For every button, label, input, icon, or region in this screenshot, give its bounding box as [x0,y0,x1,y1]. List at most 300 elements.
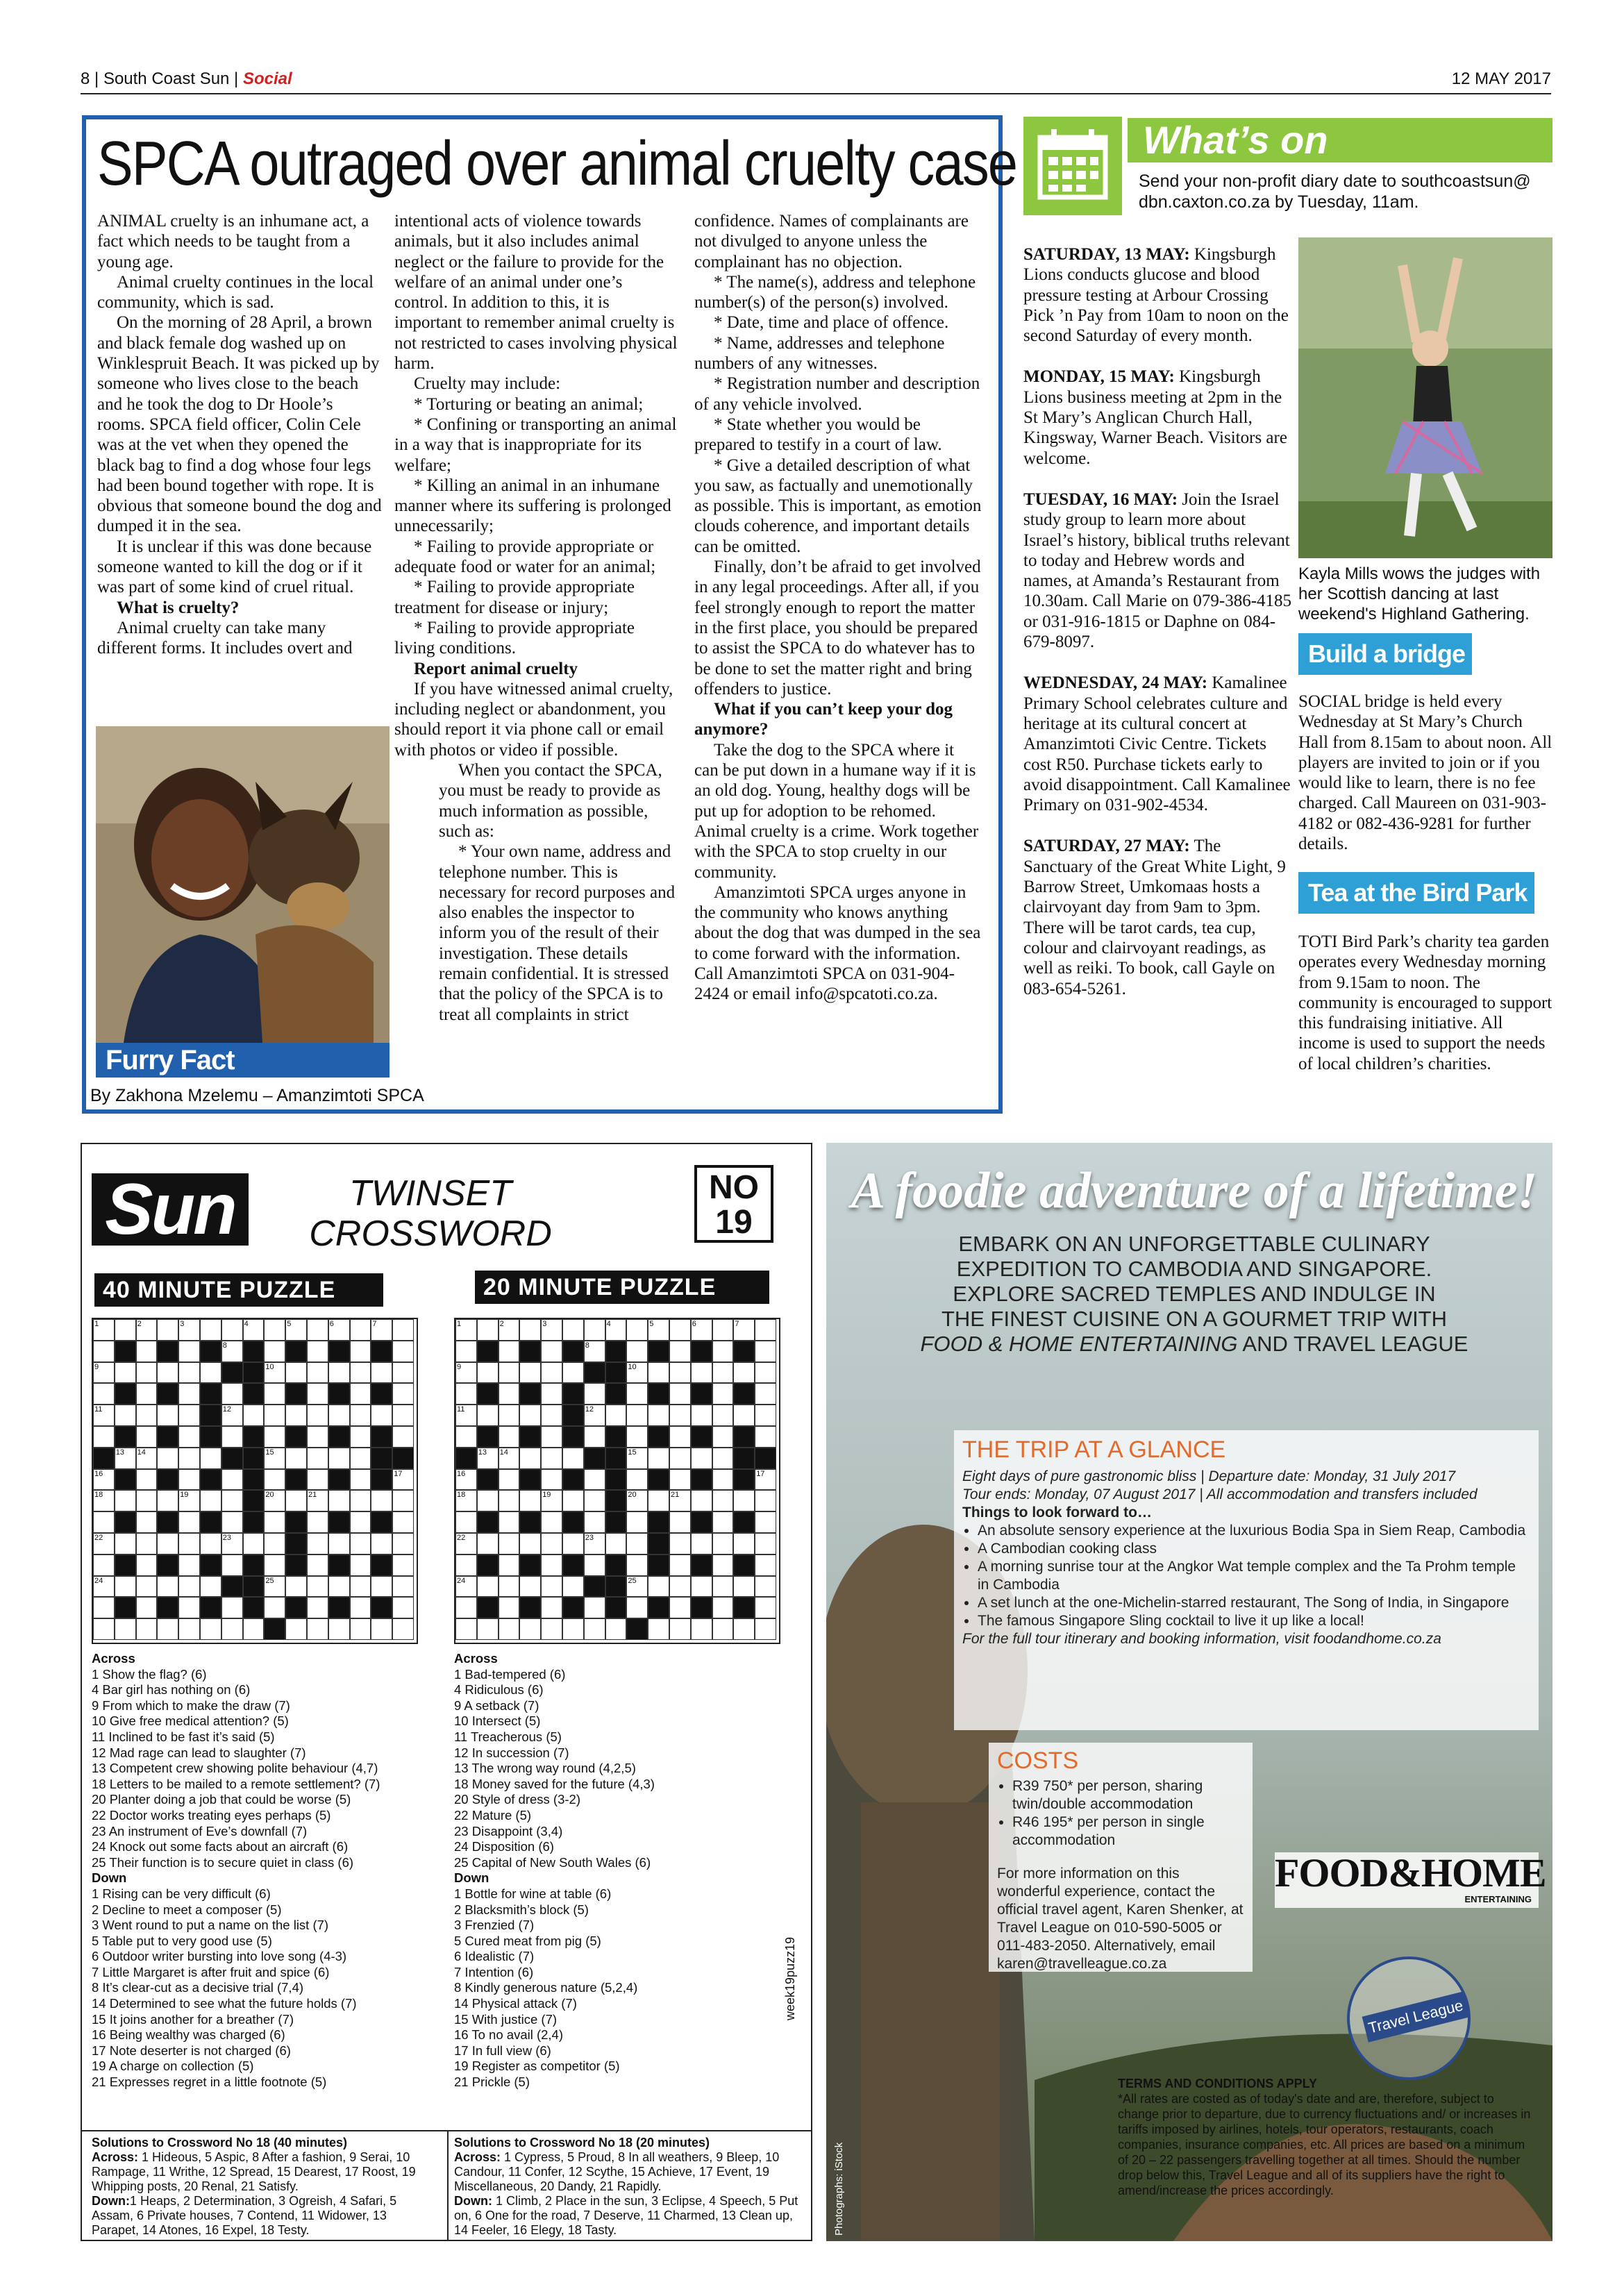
grid-cell[interactable] [178,1511,200,1533]
grid-cell[interactable] [541,1405,562,1426]
grid-cell[interactable] [626,1383,648,1405]
grid-cell[interactable] [499,1383,520,1405]
grid-cell[interactable] [541,1576,562,1598]
grid-cell[interactable] [669,1426,691,1448]
grid-cell[interactable] [328,1490,350,1511]
grid-cell[interactable] [371,1405,392,1426]
grid-cell[interactable] [755,1405,776,1426]
grid-cell[interactable] [562,1618,584,1640]
grid-cell[interactable] [648,1405,669,1426]
article-column-1 [97,211,383,659]
grid-cell[interactable] [243,1618,265,1640]
grid-cell[interactable] [115,1319,136,1341]
grid-cell[interactable] [307,1405,328,1426]
grid-cell[interactable] [115,1490,136,1511]
grid-cell[interactable] [136,1490,158,1511]
grid-cell[interactable] [392,1405,414,1426]
grid-cell[interactable] [157,1576,178,1598]
grid-cell[interactable] [136,1362,158,1384]
grid-cell[interactable] [626,1469,648,1491]
grid-cell[interactable] [626,1341,648,1362]
grid-cell[interactable] [733,1533,755,1555]
grid-cell[interactable] [350,1405,371,1426]
grid-cell[interactable] [136,1511,158,1533]
grid-cell[interactable] [584,1319,605,1341]
grid-cell[interactable] [755,1618,776,1640]
grid-cell[interactable] [541,1341,562,1362]
grid-cell[interactable] [178,1383,200,1405]
grid-cell[interactable] [115,1362,136,1384]
grid-cell[interactable] [392,1618,414,1640]
grid-cell[interactable] [712,1405,734,1426]
grid-cell[interactable] [221,1618,243,1640]
grid-cell[interactable] [178,1362,200,1384]
grid-cell[interactable] [350,1597,371,1618]
grid-cell[interactable] [392,1341,414,1362]
grid-cell[interactable] [626,1597,648,1618]
grid-cell[interactable] [477,1533,499,1555]
grid-cell[interactable] [584,1618,605,1640]
grid-block [221,1362,243,1384]
grid-cell[interactable] [392,1555,414,1576]
grid-cell[interactable] [519,1362,541,1384]
grid-cell[interactable] [712,1469,734,1491]
grid-cell[interactable] [264,1405,285,1426]
grid-cell[interactable] [285,1490,307,1511]
grid-cell[interactable] [541,1597,562,1618]
grid-cell[interactable] [350,1383,371,1405]
grid-cell[interactable] [626,1511,648,1533]
grid-cell[interactable] [371,1533,392,1555]
grid-cell[interactable] [541,1511,562,1533]
grid-cell[interactable] [519,1533,541,1555]
grid-cell[interactable] [626,1405,648,1426]
grid-cell[interactable] [541,1469,562,1491]
grid-cell[interactable] [392,1533,414,1555]
grid-cell[interactable] [712,1319,734,1341]
grid-cell[interactable] [669,1405,691,1426]
grid-block [285,1555,307,1576]
grid-cell[interactable] [264,1597,285,1618]
grid-cell[interactable] [455,1426,477,1448]
grid-cell[interactable] [136,1597,158,1618]
grid-cell[interactable] [264,1511,285,1533]
grid-cell[interactable] [477,1319,499,1341]
grid-cell[interactable] [221,1511,243,1533]
grid-cell[interactable] [755,1597,776,1618]
grid-cell[interactable] [307,1555,328,1576]
grid-cell[interactable] [264,1426,285,1448]
grid-cell[interactable] [669,1469,691,1491]
grid-cell[interactable] [755,1426,776,1448]
grid-cell[interactable] [691,1490,712,1511]
grid-cell[interactable] [648,1618,669,1640]
grid-cell[interactable] [712,1341,734,1362]
grid-cell[interactable] [626,1426,648,1448]
grid-cell[interactable] [691,1618,712,1640]
grid-cell[interactable] [499,1426,520,1448]
grid-cell[interactable] [285,1362,307,1384]
grid-cell[interactable] [455,1341,477,1362]
article-paragraph: * Date, time and place of offence. [714,313,949,333]
grid-cell[interactable] [285,1618,307,1640]
grid-cell[interactable] [541,1383,562,1405]
grid-cell[interactable] [221,1469,243,1491]
grid-cell[interactable] [626,1555,648,1576]
grid-cell[interactable] [605,1533,627,1555]
grid-cell[interactable] [178,1576,200,1598]
grid-cell[interactable] [307,1383,328,1405]
grid-cell[interactable] [136,1618,158,1640]
grid-cell[interactable] [350,1555,371,1576]
side-code-holder [778,1882,805,2020]
grid-cell[interactable] [307,1533,328,1555]
grid-cell[interactable] [136,1341,158,1362]
glance-line: Tour ends: Monday, 07 August 2017 | All accommodation and transfers included [962,1486,1477,1502]
grid-cell[interactable] [93,1383,115,1405]
grid-cell[interactable] [626,1319,648,1341]
grid-cell[interactable] [669,1383,691,1405]
grid-cell[interactable] [669,1341,691,1362]
grid-cell[interactable] [392,1576,414,1598]
grid-cell[interactable] [328,1618,350,1640]
grid-cell[interactable] [264,1319,285,1341]
grid-cell[interactable] [584,1426,605,1448]
grid-cell[interactable] [307,1597,328,1618]
grid-cell[interactable] [541,1426,562,1448]
trip-at-glance-panel [954,1430,1539,1730]
grid-cell[interactable] [584,1597,605,1618]
grid-cell[interactable] [499,1597,520,1618]
grid-cell[interactable] [712,1490,734,1511]
grid-cell[interactable] [157,1362,178,1384]
grid-cell[interactable] [712,1362,734,1384]
grid-cell[interactable] [605,1618,627,1640]
grid-cell[interactable] [648,1576,669,1598]
grid-cell[interactable] [115,1576,136,1598]
grid-cell[interactable] [562,1362,584,1384]
grid-cell[interactable] [455,1511,477,1533]
grid-cell[interactable] [350,1319,371,1341]
grid-cell[interactable] [350,1448,371,1469]
grid-cell[interactable] [307,1319,328,1341]
grid-cell[interactable] [200,1533,221,1555]
grid-cell[interactable] [93,1555,115,1576]
grid-cell[interactable] [755,1511,776,1533]
grid-cell[interactable] [307,1469,328,1491]
grid-cell[interactable] [562,1490,584,1511]
grid-cell[interactable] [307,1576,328,1598]
grid-cell[interactable] [499,1511,520,1533]
grid-cell[interactable] [499,1341,520,1362]
grid-cell[interactable] [285,1448,307,1469]
grid-cell[interactable] [584,1555,605,1576]
grid-cell[interactable] [136,1469,158,1491]
grid-cell[interactable] [221,1597,243,1618]
grid-cell[interactable] [392,1597,414,1618]
grid-cell[interactable] [519,1618,541,1640]
grid-cell[interactable] [392,1490,414,1511]
grid-cell[interactable] [243,1405,265,1426]
grid-cell[interactable] [584,1490,605,1511]
grid-cell[interactable] [712,1597,734,1618]
food-home-logo [1275,1850,1546,1908]
grid-cell[interactable] [499,1490,520,1511]
grid-number: 1 [457,1320,462,1328]
grid-cell[interactable] [712,1383,734,1405]
advert-subtitle-line [868,1332,1521,1357]
grid-cell[interactable] [350,1618,371,1640]
grid-cell[interactable] [157,1405,178,1426]
grid-cell[interactable] [755,1341,776,1362]
grid-cell[interactable] [200,1319,221,1341]
grid-cell[interactable] [669,1319,691,1341]
grid-cell[interactable] [307,1511,328,1533]
grid-cell[interactable] [755,1319,776,1341]
grid-cell[interactable] [541,1448,562,1469]
grid-cell[interactable] [499,1576,520,1598]
grid-cell[interactable] [328,1576,350,1598]
grid-cell[interactable] [157,1618,178,1640]
grid-number: 25 [628,1576,637,1585]
grid-cell[interactable] [519,1576,541,1598]
article-paragraph: * Killing an animal in an inhumane manner where its suffering is prolonged unnecessarily; [394,476,671,536]
grid-cell[interactable] [691,1533,712,1555]
grid-cell[interactable] [371,1362,392,1384]
grid-cell[interactable] [499,1469,520,1491]
advert-title: A foodie adventure of a lifetime! [851,1162,1538,1219]
grid-block [392,1448,414,1469]
grid-cell[interactable] [669,1533,691,1555]
grid-cell[interactable] [691,1448,712,1469]
grid-cell[interactable] [350,1490,371,1511]
grid-cell[interactable] [350,1341,371,1362]
grid-cell[interactable] [371,1576,392,1598]
grid-cell[interactable] [136,1426,158,1448]
grid-cell[interactable] [350,1469,371,1491]
grid-cell[interactable] [712,1448,734,1469]
grid-cell[interactable] [648,1490,669,1511]
grid-cell[interactable] [221,1426,243,1448]
grid-cell[interactable] [392,1426,414,1448]
grid-cell[interactable] [541,1555,562,1576]
grid-cell[interactable] [221,1490,243,1511]
grid-cell[interactable] [669,1511,691,1533]
grid-cell[interactable] [264,1555,285,1576]
grid-cell[interactable] [691,1362,712,1384]
grid-cell[interactable] [157,1533,178,1555]
grid-cell[interactable] [264,1341,285,1362]
grid-cell[interactable] [626,1533,648,1555]
grid-cell[interactable] [584,1383,605,1405]
grid-cell[interactable] [541,1533,562,1555]
grid-cell[interactable] [93,1618,115,1640]
grid-cell[interactable] [477,1490,499,1511]
grid-cell[interactable] [307,1426,328,1448]
grid-block [243,1426,265,1448]
grid-number: 6 [329,1320,334,1328]
grid-cell[interactable] [584,1469,605,1491]
grid-cell[interactable] [264,1533,285,1555]
grid-cell[interactable] [755,1383,776,1405]
grid-cell[interactable] [455,1597,477,1618]
grid-cell[interactable] [350,1511,371,1533]
grid-cell[interactable] [755,1362,776,1384]
grid-cell[interactable] [136,1533,158,1555]
grid-cell[interactable] [178,1618,200,1640]
grid-cell[interactable] [584,1511,605,1533]
grid-cell[interactable] [157,1319,178,1341]
grid-cell[interactable] [93,1426,115,1448]
grid-cell[interactable] [200,1576,221,1598]
grid-cell[interactable] [455,1555,477,1576]
grid-cell[interactable] [499,1533,520,1555]
grid-cell[interactable] [178,1341,200,1362]
grid-cell[interactable] [669,1597,691,1618]
grid-cell[interactable] [178,1448,200,1469]
grid-cell[interactable] [691,1405,712,1426]
grid-cell[interactable] [477,1618,499,1640]
grid-block [733,1597,755,1618]
grid-cell[interactable] [392,1511,414,1533]
grid-cell[interactable] [499,1362,520,1384]
grid-cell[interactable] [392,1319,414,1341]
grid-cell[interactable] [519,1490,541,1511]
grid-cell[interactable] [477,1405,499,1426]
grid-cell[interactable] [499,1618,520,1640]
grid-cell[interactable] [285,1405,307,1426]
grid-block [562,1405,584,1426]
grid-cell[interactable] [605,1405,627,1426]
crossword-grid-40[interactable] [92,1318,418,1644]
grid-cell[interactable] [712,1426,734,1448]
grid-cell[interactable] [136,1405,158,1426]
grid-cell[interactable] [392,1383,414,1405]
grid-cell[interactable] [307,1618,328,1640]
grid-cell[interactable] [178,1597,200,1618]
grid-cell[interactable] [178,1533,200,1555]
grid-cell[interactable] [115,1618,136,1640]
grid-cell[interactable] [200,1448,221,1469]
grid-cell[interactable] [499,1405,520,1426]
grid-cell[interactable] [455,1383,477,1405]
grid-cell[interactable] [350,1576,371,1598]
grid-cell[interactable] [477,1576,499,1598]
grid-cell[interactable] [669,1362,691,1384]
grid-cell[interactable] [733,1490,755,1511]
grid-cell[interactable] [221,1319,243,1341]
grid-cell[interactable] [455,1618,477,1640]
grid-cell[interactable] [328,1533,350,1555]
grid-cell[interactable] [115,1533,136,1555]
grid-cell[interactable] [712,1576,734,1598]
grid-cell[interactable] [350,1426,371,1448]
grid-cell[interactable] [648,1362,669,1384]
grid-cell[interactable] [307,1448,328,1469]
grid-cell[interactable] [350,1533,371,1555]
grid-cell[interactable] [733,1405,755,1426]
grid-cell[interactable] [328,1405,350,1426]
grid-cell[interactable] [93,1597,115,1618]
grid-cell[interactable] [200,1618,221,1640]
grid-cell[interactable] [371,1618,392,1640]
grid-cell[interactable] [136,1555,158,1576]
grid-cell[interactable] [157,1490,178,1511]
grid-cell[interactable] [691,1576,712,1598]
grid-cell[interactable] [519,1319,541,1341]
grid-cell[interactable] [755,1533,776,1555]
grid-cell[interactable] [264,1469,285,1491]
grid-cell[interactable] [669,1618,691,1640]
grid-cell[interactable] [733,1618,755,1640]
grid-cell[interactable] [350,1362,371,1384]
grid-cell[interactable] [307,1341,328,1362]
grid-cell[interactable] [200,1362,221,1384]
grid-cell[interactable] [562,1319,584,1341]
grid-cell[interactable] [157,1448,178,1469]
grid-cell[interactable] [477,1362,499,1384]
grid-cell[interactable] [541,1618,562,1640]
grid-cell[interactable] [669,1576,691,1598]
grid-cell[interactable] [562,1576,584,1598]
crossword-grid-20[interactable] [454,1318,780,1644]
grid-cell[interactable] [178,1405,200,1426]
article-paragraph: * Registration number and description of any vehicle involved. [694,374,980,414]
grid-cell[interactable] [648,1448,669,1469]
crossword-title [299,1173,562,1254]
grid-cell[interactable] [178,1426,200,1448]
grid-cell[interactable] [755,1576,776,1598]
grid-cell[interactable] [669,1555,691,1576]
grid-cell[interactable] [200,1490,221,1511]
grid-cell[interactable] [669,1448,691,1469]
grid-cell[interactable] [221,1383,243,1405]
grid-cell[interactable] [712,1618,734,1640]
grid-block [371,1511,392,1533]
grid-cell[interactable] [755,1555,776,1576]
grid-cell[interactable] [755,1490,776,1511]
grid-cell[interactable] [178,1555,200,1576]
grid-cell[interactable] [328,1448,350,1469]
grid-cell[interactable] [307,1362,328,1384]
grid-cell[interactable] [733,1362,755,1384]
grid-cell[interactable] [221,1555,243,1576]
grid-cell[interactable] [712,1555,734,1576]
grid-cell[interactable] [93,1511,115,1533]
grid-block [733,1426,755,1448]
grid-cell[interactable] [371,1490,392,1511]
grid-cell[interactable] [712,1511,734,1533]
grid-cell[interactable] [712,1533,734,1555]
grid-cell[interactable] [115,1405,136,1426]
grid-cell[interactable] [178,1469,200,1491]
grid-cell[interactable] [499,1555,520,1576]
grid-cell[interactable] [136,1576,158,1598]
grid-cell[interactable] [243,1533,265,1555]
grid-cell[interactable] [264,1383,285,1405]
grid-cell[interactable] [733,1576,755,1598]
grid-cell[interactable] [136,1383,158,1405]
grid-cell[interactable] [328,1362,350,1384]
grid-cell[interactable] [562,1533,584,1555]
grid-cell[interactable] [541,1362,562,1384]
grid-cell[interactable] [285,1576,307,1598]
grid-cell[interactable] [519,1448,541,1469]
grid-cell[interactable] [519,1405,541,1426]
grid-cell[interactable] [93,1341,115,1362]
grid-cell[interactable] [562,1448,584,1469]
grid-cell[interactable] [392,1362,414,1384]
